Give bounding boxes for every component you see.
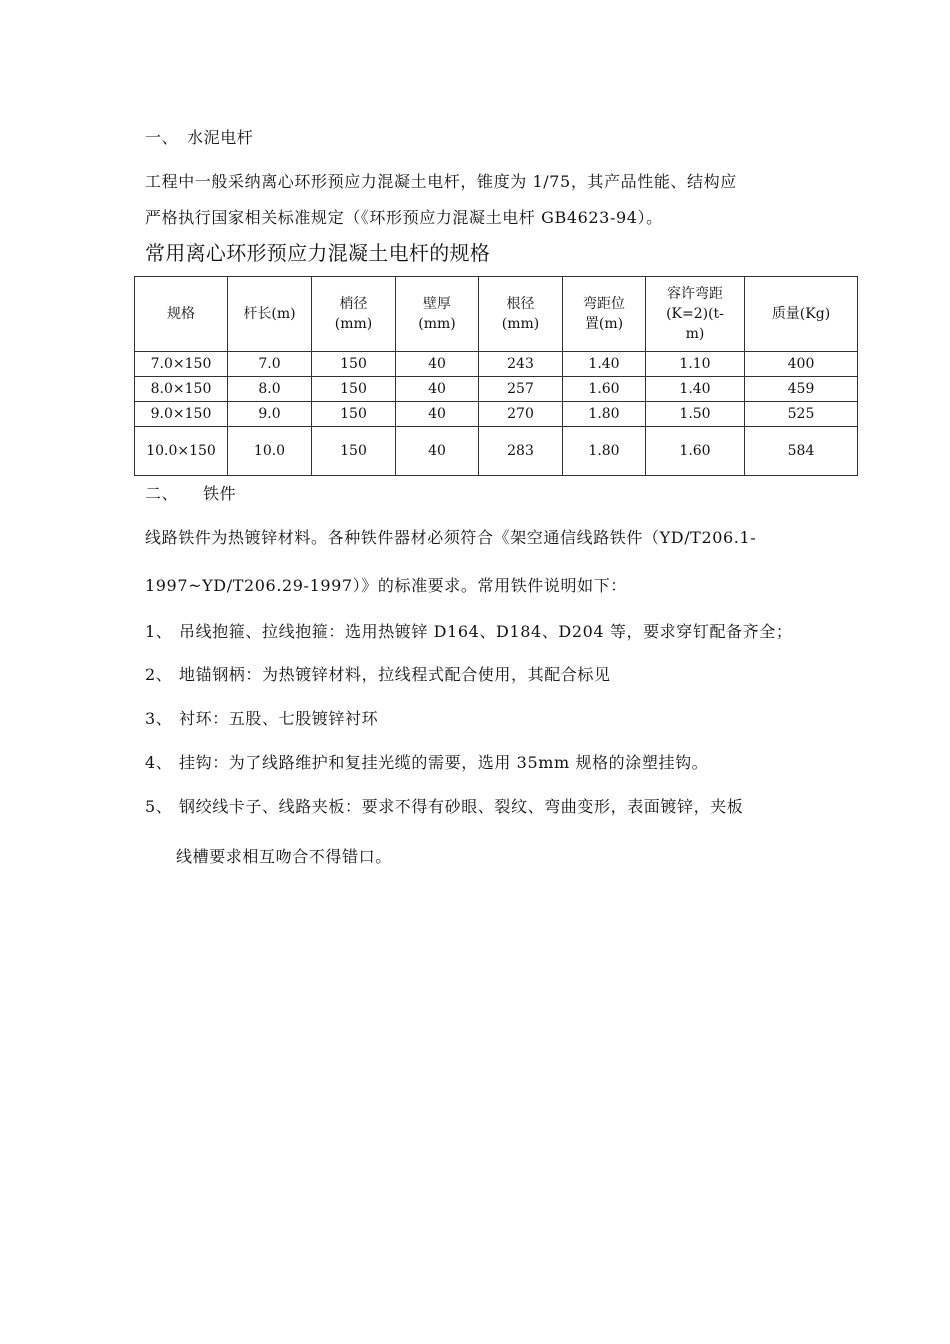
table-row — [135, 427, 858, 476]
table-cell: 9.0×150 — [135, 402, 228, 427]
table-cell: 1.40 — [646, 377, 745, 402]
table-cell: 525 — [745, 402, 858, 427]
table-cell: 150 — [312, 402, 396, 427]
table-cell: 257 — [479, 377, 563, 402]
list-text: 挂钩：为了线路维护和复挂光缆的需要，选用 35mm 规格的涂塑挂钩。 — [179, 753, 709, 772]
table-header-cell: 规格 — [135, 277, 228, 352]
table-cell: 1.80 — [563, 427, 646, 476]
list-text: 吊线抱箍、拉线抱箍：选用热镀锌 D164、D184、D204 等，要求穿钉配备齐全； — [179, 622, 793, 641]
table-cell: 243 — [479, 352, 563, 377]
list-item — [145, 797, 743, 817]
list-number: 3、 — [145, 709, 173, 728]
table-row — [135, 352, 858, 377]
table-cell: 1.60 — [646, 427, 745, 476]
table-caption: 常用离心环形预应力混凝土电杆的规格 — [145, 241, 491, 265]
paragraph-line: 1997~YD/T206.29-1997）》的标准要求。常用铁件说明如下： — [145, 576, 627, 595]
section-title: 水泥电杆 — [187, 128, 254, 147]
table-cell: 40 — [396, 377, 479, 402]
table-cell: 1.80 — [563, 402, 646, 427]
table-cell: 400 — [745, 352, 858, 377]
section-number: 二、 — [145, 484, 179, 503]
table-cell: 150 — [312, 377, 396, 402]
table-header-cell: 杆长(m) — [228, 277, 312, 352]
list-number: 4、 — [145, 753, 173, 772]
table-cell: 8.0×150 — [135, 377, 228, 402]
table-cell: 7.0×150 — [135, 352, 228, 377]
table-cell: 1.60 — [563, 377, 646, 402]
table-cell: 1.10 — [646, 352, 745, 377]
table-row — [135, 402, 858, 427]
list-item — [145, 753, 708, 773]
paragraph-line: 工程中一般采纳离心环形预应力混凝土电杆，锥度为 1/75，其产品性能、结构应 — [145, 172, 737, 191]
table-cell: 9.0 — [228, 402, 312, 427]
table-cell: 459 — [745, 377, 858, 402]
table-header-cell: 根径 (mm) — [479, 277, 563, 352]
table-cell: 10.0 — [228, 427, 312, 476]
table-cell: 40 — [396, 352, 479, 377]
paragraph-line: 严格执行国家相关标准规定（《环形预应力混凝土电杆 GB4623-94）。 — [145, 208, 663, 227]
table-cell: 150 — [312, 427, 396, 476]
table-header-cell: 梢径 (mm) — [312, 277, 396, 352]
list-number: 5、 — [145, 797, 173, 816]
table-row — [135, 377, 858, 402]
list-item — [145, 709, 378, 729]
list-text: 钢绞线卡子、线路夹板：要求不得有砂眼、裂纹、弯曲变形，表面镀锌，夹板 — [179, 797, 744, 816]
table-cell: 1.40 — [563, 352, 646, 377]
table-cell: 270 — [479, 402, 563, 427]
list-number: 1、 — [145, 622, 173, 641]
list-item-continuation: 线槽要求相互吻合不得错口。 — [176, 847, 392, 866]
section-number: 一、 — [145, 128, 179, 147]
table-header-cell: 弯距位 置(m) — [563, 277, 646, 352]
table-header-cell: 质量(Kg) — [745, 277, 858, 352]
table-cell: 1.50 — [646, 402, 745, 427]
list-number: 2、 — [145, 665, 173, 684]
table-cell: 584 — [745, 427, 858, 476]
table-cell: 40 — [396, 402, 479, 427]
table-cell: 8.0 — [228, 377, 312, 402]
section-heading-ironware — [145, 484, 236, 504]
table-header-cell: 容许弯距 (K=2)(t- m) — [646, 277, 745, 352]
table-header-row — [135, 277, 858, 352]
list-text: 地锚钢柄：为热镀锌材料，拉线程式配合使用，其配合标见 — [179, 665, 611, 684]
table-cell: 150 — [312, 352, 396, 377]
section-heading-cement-pole — [145, 128, 253, 148]
table-header-cell: 壁厚 (mm) — [396, 277, 479, 352]
table-cell: 7.0 — [228, 352, 312, 377]
paragraph-line: 线路铁件为热镀锌材料。各种铁件器材必须符合《架空通信线路铁件（YD/T206.1- — [145, 528, 757, 547]
table-cell: 10.0×150 — [135, 427, 228, 476]
list-item — [145, 622, 792, 642]
section-title: 铁件 — [203, 484, 237, 503]
table-cell: 40 — [396, 427, 479, 476]
list-text: 衬环：五股、七股镀锌衬环 — [179, 709, 379, 728]
pole-spec-table — [134, 276, 858, 476]
list-item — [145, 665, 611, 685]
table-cell: 283 — [479, 427, 563, 476]
